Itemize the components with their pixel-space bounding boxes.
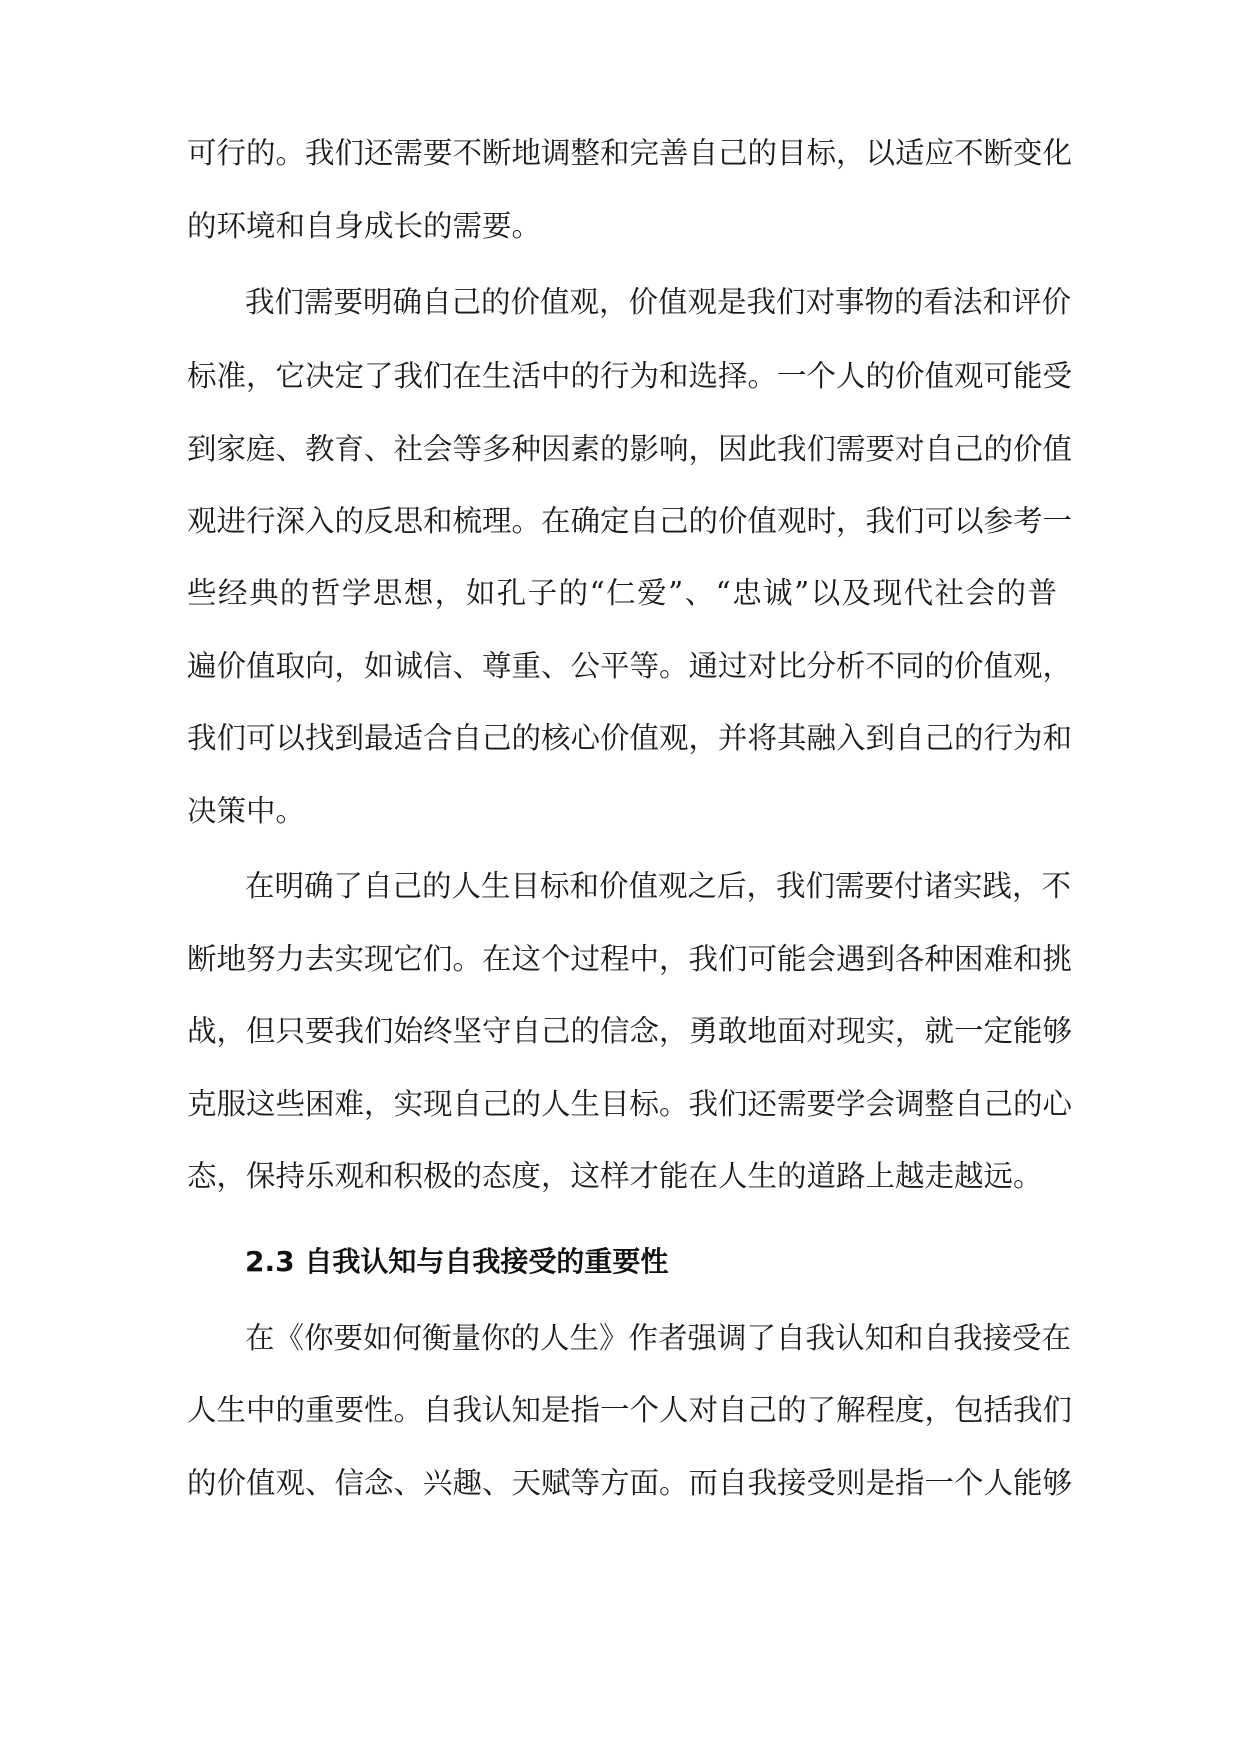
paragraph-3-line-1: 在明确了自己的人生目标和价值观之后，我们需要付诸实践，不 xyxy=(245,869,1072,903)
paragraph-2-line-1: 我们需要明确自己的价值观，价值观是我们对事物的看法和评价 xyxy=(245,285,1072,319)
paragraph-4-line-1: 在《你要如何衡量你的人生》作者强调了自我认知和自我接受在 xyxy=(245,1321,1072,1355)
paragraph-2-line-6: 遍价值取向，如诚信、尊重、公平等。通过对比分析不同的价值观， xyxy=(187,649,1073,683)
paragraph-4-line-3: 的价值观、信念、兴趣、天赋等方面。而自我接受则是指一个人能够 xyxy=(187,1466,1073,1500)
paragraph-3-line-4: 克服这些困难，实现自己的人生目标。我们还需要学会调整自己的心 xyxy=(187,1087,1073,1121)
section-heading: 2.3 自我认知与自我接受的重要性 xyxy=(245,1245,669,1278)
paragraph-3-line-5: 态，保持乐观和积极的态度，这样才能在人生的道路上越走越远。 xyxy=(187,1159,1043,1193)
paragraph-2-line-3: 到家庭、教育、社会等多种因素的影响，因此我们需要对自己的价值 xyxy=(187,432,1073,466)
paragraph-2-line-8: 决策中。 xyxy=(187,794,306,828)
paragraph-1-line-2: 的环境和自身成长的需要。 xyxy=(187,209,542,243)
paragraph-4-line-2: 人生中的重要性。自我认知是指一个人对自己的了解程度，包括我们 xyxy=(187,1393,1073,1427)
paragraph-2-line-7: 我们可以找到最适合自己的核心价值观，并将其融入到自己的行为和 xyxy=(187,721,1073,755)
paragraph-3-line-3: 战，但只要我们始终坚守自己的信念，勇敢地面对现实，就一定能够 xyxy=(187,1014,1073,1048)
paragraph-3-line-2: 断地努力去实现它们。在这个过程中，我们可能会遇到各种困难和挑 xyxy=(187,942,1073,976)
paragraph-2-line-5: 些经典的哲学思想，如孔子的“仁爱”、“忠诚”以及现代社会的普 xyxy=(187,576,1057,610)
paragraph-1-line-1: 可行的。我们还需要不断地调整和完善自己的目标，以适应不断变化 xyxy=(187,136,1073,170)
paragraph-2-line-2: 标准，它决定了我们在生活中的行为和选择。一个人的价值观可能受 xyxy=(187,359,1073,393)
paragraph-2-line-4: 观进行深入的反思和梳理。在确定自己的价值观时，我们可以参考一 xyxy=(187,504,1073,538)
